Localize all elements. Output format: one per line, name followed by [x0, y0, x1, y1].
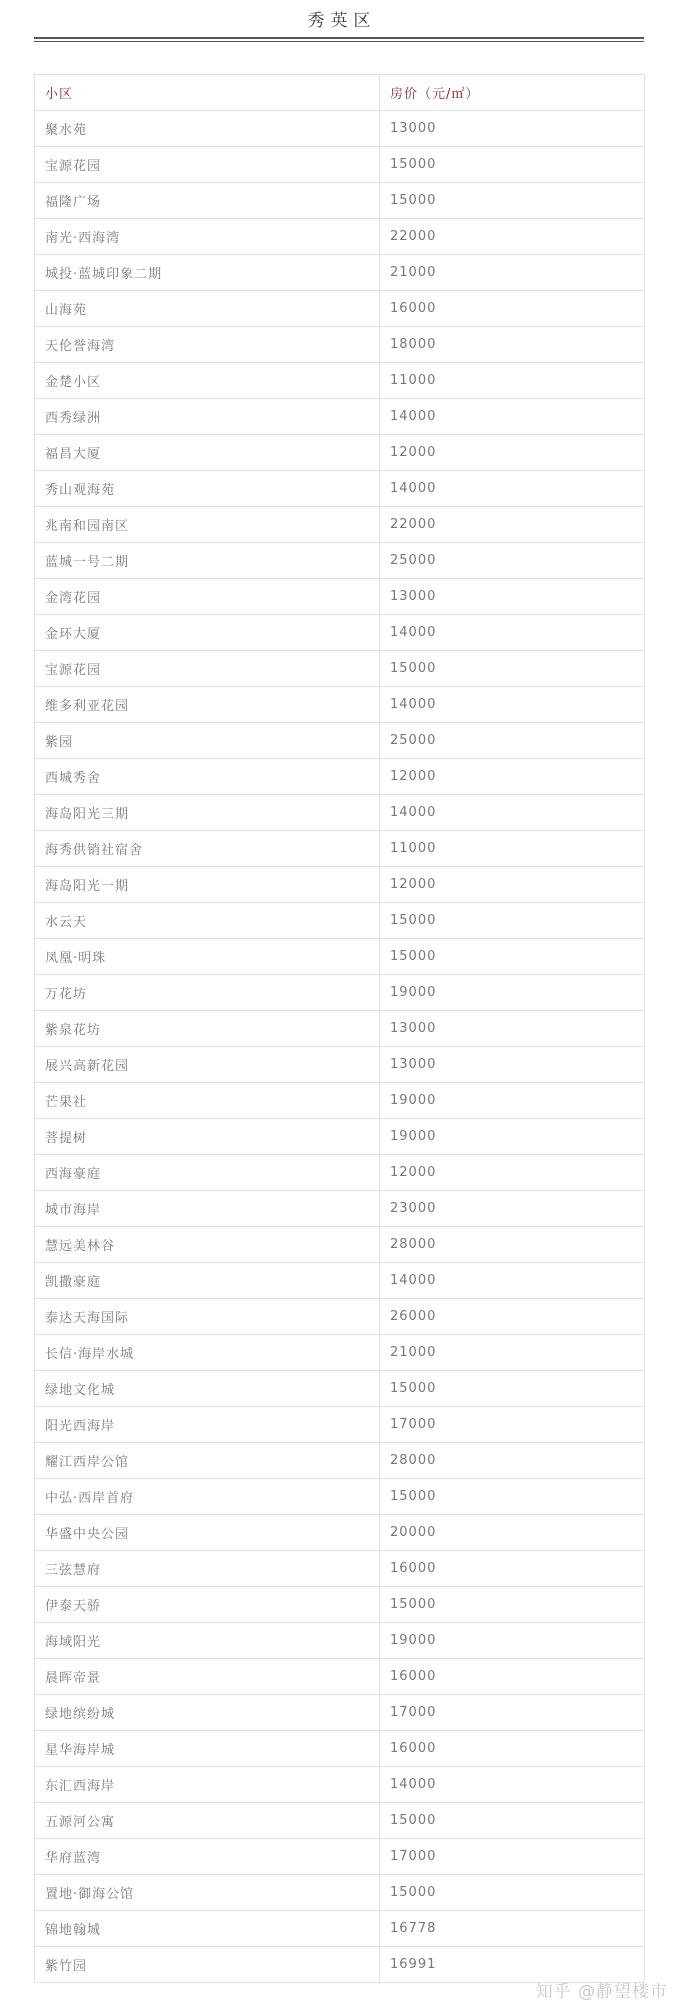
- community-name-cell: 西城秀舍: [35, 759, 380, 795]
- community-name-cell: 金楚小区: [35, 363, 380, 399]
- community-name-cell: 山海苑: [35, 291, 380, 327]
- table-row: [35, 183, 645, 219]
- price-cell: 17000: [380, 1407, 645, 1443]
- price-cell: 15000: [380, 1803, 645, 1839]
- table-row: [35, 507, 645, 543]
- community-name-cell: 中弘·西岸首府: [35, 1479, 380, 1515]
- price-cell: 14000: [380, 795, 645, 831]
- price-cell: 15000: [380, 903, 645, 939]
- community-name-cell: 晨晖帝景: [35, 1659, 380, 1695]
- price-cell: 16991: [380, 1947, 645, 1983]
- table-row: [35, 399, 645, 435]
- price-cell: 15000: [380, 1371, 645, 1407]
- community-name-cell: 聚水苑: [35, 111, 380, 147]
- price-cell: 16000: [380, 291, 645, 327]
- price-cell: 28000: [380, 1443, 645, 1479]
- price-cell: 21000: [380, 255, 645, 291]
- community-name-cell: 耀江西岸公馆: [35, 1443, 380, 1479]
- table-row: [35, 471, 645, 507]
- table-row: [35, 1839, 645, 1875]
- community-name-cell: 海岛阳光一期: [35, 867, 380, 903]
- price-cell: 19000: [380, 1119, 645, 1155]
- table-row: [35, 831, 645, 867]
- community-name-cell: 东汇西海岸: [35, 1767, 380, 1803]
- price-cell: 22000: [380, 219, 645, 255]
- column-header-community: 小区: [35, 75, 380, 111]
- table-row: [35, 651, 645, 687]
- community-name-cell: 海秀供销社宿舍: [35, 831, 380, 867]
- table-row: [35, 723, 645, 759]
- table-row: [35, 1047, 645, 1083]
- price-cell: 14000: [380, 471, 645, 507]
- table-row: [35, 867, 645, 903]
- table-row: [35, 1335, 645, 1371]
- community-name-cell: 紫园: [35, 723, 380, 759]
- community-name-cell: 天伦誉海湾: [35, 327, 380, 363]
- table-row: [35, 1263, 645, 1299]
- price-cell: 19000: [380, 1083, 645, 1119]
- community-name-cell: 紫泉花坊: [35, 1011, 380, 1047]
- community-name-cell: 城投·蓝城印象二期: [35, 255, 380, 291]
- community-name-cell: 金环大厦: [35, 615, 380, 651]
- community-name-cell: 西海豪庭: [35, 1155, 380, 1191]
- table-body: [35, 111, 645, 1983]
- price-cell: 14000: [380, 687, 645, 723]
- price-cell: 15000: [380, 147, 645, 183]
- price-cell: 15000: [380, 1479, 645, 1515]
- community-name-cell: 福隆广场: [35, 183, 380, 219]
- table-row: [35, 1011, 645, 1047]
- price-cell: 11000: [380, 831, 645, 867]
- price-cell: 16000: [380, 1731, 645, 1767]
- community-name-cell: 星华海岸城: [35, 1731, 380, 1767]
- community-name-cell: 置地·御海公馆: [35, 1875, 380, 1911]
- table-row: [35, 615, 645, 651]
- table-row: [35, 1083, 645, 1119]
- price-cell: 14000: [380, 615, 645, 651]
- table-row: [35, 1443, 645, 1479]
- community-name-cell: 海域阳光: [35, 1623, 380, 1659]
- community-name-cell: 展兴高新花园: [35, 1047, 380, 1083]
- table-header: [35, 75, 645, 111]
- table-row: [35, 1767, 645, 1803]
- community-name-cell: 蓝城一号二期: [35, 543, 380, 579]
- community-name-cell: 秀山观海苑: [35, 471, 380, 507]
- price-cell: 25000: [380, 723, 645, 759]
- table-row: [35, 1119, 645, 1155]
- table-row: [35, 1371, 645, 1407]
- price-cell: 12000: [380, 1155, 645, 1191]
- table-row: [35, 1803, 645, 1839]
- table-row: [35, 1731, 645, 1767]
- table-row: [35, 1875, 645, 1911]
- table-row: [35, 147, 645, 183]
- table-row: [35, 111, 645, 147]
- table-row: [35, 1191, 645, 1227]
- table-header-row: [35, 75, 645, 111]
- table-row: [35, 1587, 645, 1623]
- title-divider-thin: [34, 41, 644, 42]
- community-name-cell: 宝源花园: [35, 147, 380, 183]
- table-row: [35, 1299, 645, 1335]
- community-name-cell: 宝源花园: [35, 651, 380, 687]
- table-row: [35, 543, 645, 579]
- price-cell: 13000: [380, 1047, 645, 1083]
- table-row: [35, 435, 645, 471]
- community-name-cell: 慧远美林谷: [35, 1227, 380, 1263]
- price-cell: 25000: [380, 543, 645, 579]
- community-name-cell: 华府蓝湾: [35, 1839, 380, 1875]
- table-row: [35, 327, 645, 363]
- price-cell: 15000: [380, 651, 645, 687]
- table-row: [35, 1407, 645, 1443]
- column-header-price: 房价（元/㎡）: [380, 75, 645, 111]
- community-name-cell: 长信·海岸水城: [35, 1335, 380, 1371]
- price-table: [34, 74, 645, 1983]
- community-name-cell: 万花坊: [35, 975, 380, 1011]
- price-cell: 16000: [380, 1659, 645, 1695]
- price-cell: 15000: [380, 183, 645, 219]
- community-name-cell: 金湾花园: [35, 579, 380, 615]
- price-cell: 14000: [380, 1263, 645, 1299]
- community-name-cell: 绿地缤纷城: [35, 1695, 380, 1731]
- page-title: 秀英区: [307, 11, 377, 31]
- table-row: [35, 1155, 645, 1191]
- community-name-cell: 三弦慧府: [35, 1551, 380, 1587]
- table-row: [35, 1695, 645, 1731]
- community-name-cell: 福昌大厦: [35, 435, 380, 471]
- community-name-cell: 华盛中央公园: [35, 1515, 380, 1551]
- price-cell: 14000: [380, 399, 645, 435]
- community-name-cell: 紫竹园: [35, 1947, 380, 1983]
- community-name-cell: 芒果社: [35, 1083, 380, 1119]
- price-cell: 14000: [380, 1767, 645, 1803]
- price-cell: 26000: [380, 1299, 645, 1335]
- price-cell: 16000: [380, 1551, 645, 1587]
- price-cell: 16778: [380, 1911, 645, 1947]
- table-row: [35, 1659, 645, 1695]
- price-cell: 21000: [380, 1335, 645, 1371]
- table-row: [35, 795, 645, 831]
- price-cell: 13000: [380, 111, 645, 147]
- price-cell: 17000: [380, 1839, 645, 1875]
- community-name-cell: 兆南和园南区: [35, 507, 380, 543]
- table-row: [35, 1551, 645, 1587]
- watermark: 知乎 @静望楼市: [535, 1982, 668, 2002]
- price-cell: 17000: [380, 1695, 645, 1731]
- table-row: [35, 1515, 645, 1551]
- table-row: [35, 291, 645, 327]
- community-name-cell: 菩提树: [35, 1119, 380, 1155]
- community-name-cell: 五源河公寓: [35, 1803, 380, 1839]
- table-row: [35, 579, 645, 615]
- price-cell: 11000: [380, 363, 645, 399]
- table-row: [35, 975, 645, 1011]
- community-name-cell: 凤凰·明珠: [35, 939, 380, 975]
- community-name-cell: 伊泰天骄: [35, 1587, 380, 1623]
- community-name-cell: 南光·西海湾: [35, 219, 380, 255]
- community-name-cell: 绿地文化城: [35, 1371, 380, 1407]
- price-cell: 12000: [380, 759, 645, 795]
- price-cell: 13000: [380, 1011, 645, 1047]
- table-row: [35, 1479, 645, 1515]
- table-row: [35, 1227, 645, 1263]
- price-cell: 28000: [380, 1227, 645, 1263]
- table-row: [35, 1623, 645, 1659]
- price-cell: 18000: [380, 327, 645, 363]
- price-cell: 15000: [380, 1587, 645, 1623]
- community-name-cell: 凯撒豪庭: [35, 1263, 380, 1299]
- community-name-cell: 锦地翰城: [35, 1911, 380, 1947]
- table-row: [35, 939, 645, 975]
- price-cell: 15000: [380, 939, 645, 975]
- community-name-cell: 阳光西海岸: [35, 1407, 380, 1443]
- table-row: [35, 903, 645, 939]
- table-row: [35, 687, 645, 723]
- community-name-cell: 海岛阳光三期: [35, 795, 380, 831]
- price-cell: 23000: [380, 1191, 645, 1227]
- price-cell: 20000: [380, 1515, 645, 1551]
- table-row: [35, 759, 645, 795]
- title-divider-thick: [34, 37, 644, 39]
- community-name-cell: 水云天: [35, 903, 380, 939]
- table-row: [35, 255, 645, 291]
- table-row: [35, 363, 645, 399]
- price-cell: 19000: [380, 1623, 645, 1659]
- price-cell: 22000: [380, 507, 645, 543]
- price-cell: 15000: [380, 1875, 645, 1911]
- community-name-cell: 西秀绿洲: [35, 399, 380, 435]
- community-name-cell: 维多利亚花园: [35, 687, 380, 723]
- community-name-cell: 城市海岸: [35, 1191, 380, 1227]
- price-cell: 13000: [380, 579, 645, 615]
- price-cell: 19000: [380, 975, 645, 1011]
- table-row: [35, 219, 645, 255]
- table-row: [35, 1911, 645, 1947]
- price-cell: 12000: [380, 435, 645, 471]
- community-name-cell: 泰达天海国际: [35, 1299, 380, 1335]
- price-cell: 12000: [380, 867, 645, 903]
